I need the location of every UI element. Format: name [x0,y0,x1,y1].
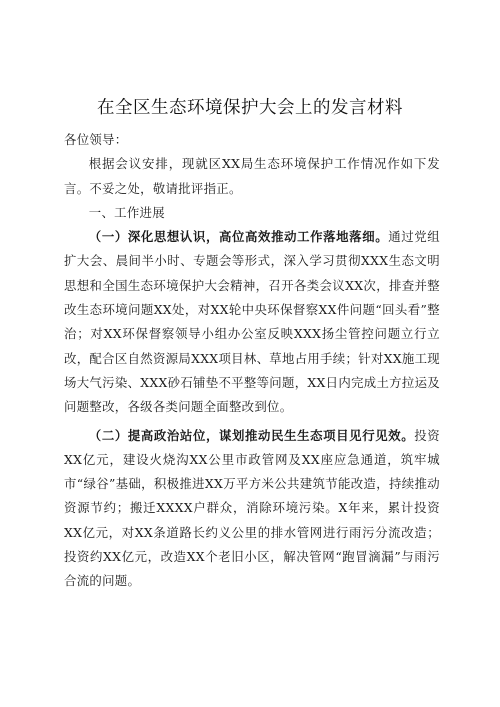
salutation: 各位领导： [64,132,128,147]
document-title: 在全区生态环境保护大会上的发言材料 [97,98,403,118]
intro-paragraph: 根据会议安排，现就区XX局生态环境保护工作情况作如下发言。不妥之处，敬请批评指正。 [64,156,440,196]
paragraph-thinking-lead: （一）深化思想认识，高位高效推动工作落地落细。 [88,229,389,245]
paragraph-politics-text: 投资XX亿元，建设火烧沟XX公里市政管网及XX座应急通道，筑牢城市“绿谷”基础，积极推进XX万平方米公共建筑节能改造，持续推动资源节约；搬迁XXXX户群众，消除环境污染。X年来，累计投资XX亿元，对XX条道路长约义公里的排水管网进行雨污分流改造；投资约XX亿元，改造XX个老旧小区，解决管网“跑冒滴漏”与雨污合流的问题。 [64,427,440,589]
document-body [64,128,440,594]
paragraph-thinking-text: 通过党组扩大会、晨间半小时、专题会等形式，深入学习贯彻XXX生态文明思想和全国生态环境保护大会精神，召开各类会议XX次，排查并整改生态环境问题XX处，对XX轮中央环保督察XX件问题“回头看”整治；对XX环保督察领导小组办公室反映XXX扬尘管控问题立行立改，配合区自然资源局XXX项目林、草地占用手续；针对XX施工现场大气污染、XXX砂石铺垫不平整等问题，XX日内完成土方拉运及问题整改，各级各类问题全面整改到位。 [64,229,440,415]
paragraph-politics [64,424,440,594]
paragraph-politics-lead: （二）提高政治站位，谋划推动民生生态项目见行见效。 [88,427,415,443]
paragraph-thinking [64,225,440,419]
section-heading-progress: 一、工作进展 [88,204,165,220]
